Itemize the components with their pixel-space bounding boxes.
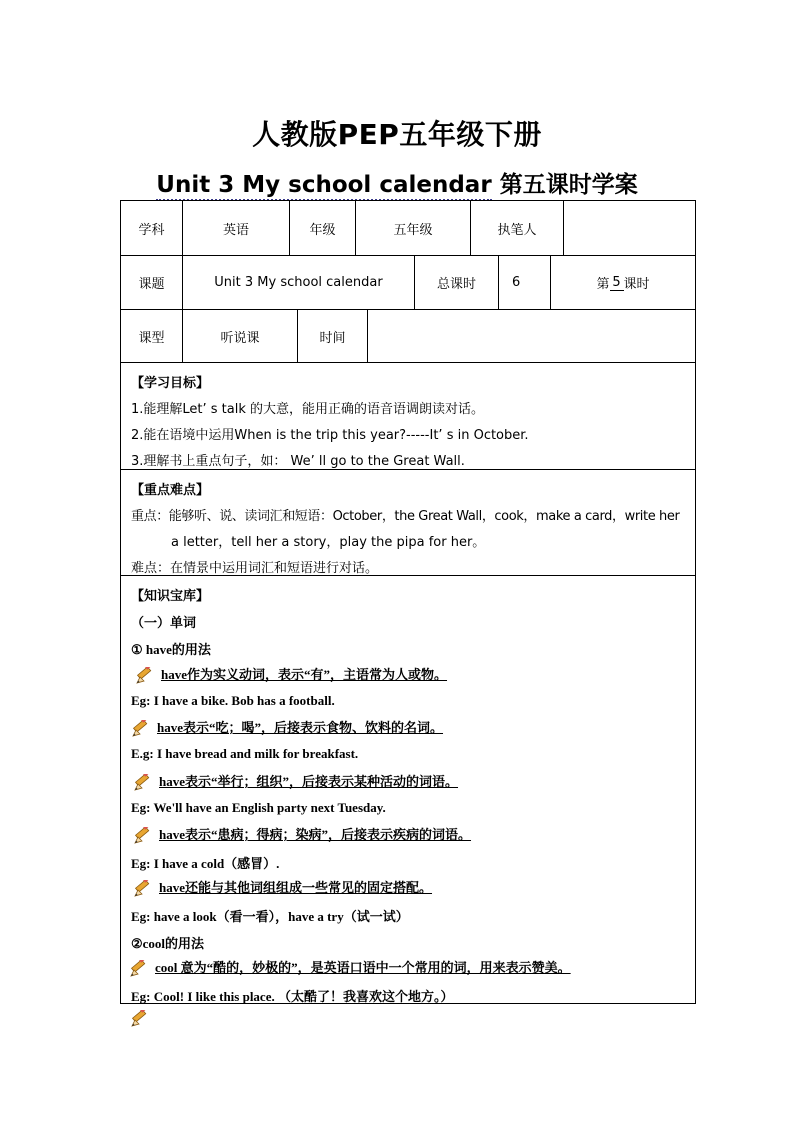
subtitle-lesson: 第五课时学案 <box>499 172 638 198</box>
goals-heading: 【学习目标】 <box>131 376 210 391</box>
pencil-icon <box>130 1010 152 1028</box>
usage-point: cool 意为“酷的，妙极的”，是英语口语中一个常用的词，用来表示赞美。 <box>129 957 571 978</box>
knowledge-section <box>121 576 695 1004</box>
pencil-icon <box>133 774 155 792</box>
goal-item: 2.能在语境中运用When is the trip this year?-----It’ s in October. <box>131 428 529 443</box>
item-title: ① have的用法 <box>131 642 211 657</box>
time-label: 时间 <box>298 310 368 362</box>
keypoints-heading: 【重点难点】 <box>131 483 210 498</box>
time-value <box>368 310 695 362</box>
info-row-3 <box>121 310 695 363</box>
example-sentence: Eg: We'll have an English party next Tuesday. <box>131 800 386 815</box>
example-sentence: Eg: I have a cold（感冒）. <box>131 856 280 871</box>
subtitle-unit: Unit 3 My school calendar <box>156 172 491 201</box>
pencil-icon <box>133 827 155 845</box>
subsection-title: （一）单词 <box>131 616 197 631</box>
grade-value: 五年级 <box>356 201 471 255</box>
author-label: 执笔人 <box>471 201 564 255</box>
info-row-1 <box>121 201 695 256</box>
lesson-number <box>551 256 695 309</box>
lesson-num: 5 <box>610 275 624 291</box>
item-title: ②cool的用法 <box>131 936 205 951</box>
goal-item: 3.理解书上重点句子，如： We’ ll go to the Great Wall. <box>131 454 465 469</box>
keypoints-line: a letter，tell her a story，play the pipa for her。 <box>171 535 486 550</box>
total-value: 6 <box>499 256 551 309</box>
goal-item: 1.能理解Let’ s talk 的大意，能用正确的语音语调朗读对话。 <box>131 402 485 417</box>
lesson-prefix: 第 <box>596 277 610 292</box>
usage-point: have作为实义动词，表示“有”，主语常为人或物。 <box>135 664 447 685</box>
type-label: 课型 <box>121 310 183 362</box>
usage-point: have表示“患病；得病；染病”，后接表示疾病的词语。 <box>133 824 471 845</box>
pencil-icon <box>133 880 155 898</box>
lesson-plan-table <box>120 200 696 1004</box>
info-row-2 <box>121 256 695 310</box>
topic-label: 课题 <box>121 256 183 309</box>
grade-label: 年级 <box>290 201 356 255</box>
pencil-icon <box>131 720 153 738</box>
keypoints-line: 重点：能够听、说、读词汇和短语：October，the Great Wall，cook，make a card，write her <box>131 509 680 524</box>
knowledge-heading: 【知识宝库】 <box>131 589 210 604</box>
goals-section <box>121 363 695 470</box>
example-sentence: Eg: Cool! I like this place. （太酷了！我喜欢这个地方。） <box>131 989 454 1004</box>
keypoints-line: 难点：在情景中运用词汇和短语进行对话。 <box>131 561 379 576</box>
keypoints-section <box>121 470 695 576</box>
topic-value: Unit 3 My school calendar <box>183 256 415 309</box>
example-sentence: E.g: I have bread and milk for breakfast. <box>131 746 359 761</box>
subject-value: 英语 <box>183 201 290 255</box>
total-label: 总课时 <box>415 256 499 309</box>
pencil-icon <box>129 960 151 978</box>
example-sentence: Eg: have a look（看一看），have a try（试一试） <box>131 909 409 924</box>
usage-point: have还能与其他词组组成一些常见的固定搭配。 <box>133 877 432 898</box>
example-sentence: Eg: I have a bike. Bob has a football. <box>131 693 335 708</box>
usage-point: have表示“吃；喝”，后接表示食物、饮料的名词。 <box>131 717 443 738</box>
document-title: 人教版PEP五年级下册 <box>252 118 542 151</box>
subject-label: 学科 <box>121 201 183 255</box>
document-subtitle <box>0 166 794 199</box>
author-value <box>564 201 695 255</box>
pencil-icon <box>135 667 157 685</box>
type-value: 听说课 <box>183 310 298 362</box>
lesson-suffix: 课时 <box>623 277 650 292</box>
usage-point: have表示“举行；组织”，后接表示某种活动的词语。 <box>133 771 458 792</box>
